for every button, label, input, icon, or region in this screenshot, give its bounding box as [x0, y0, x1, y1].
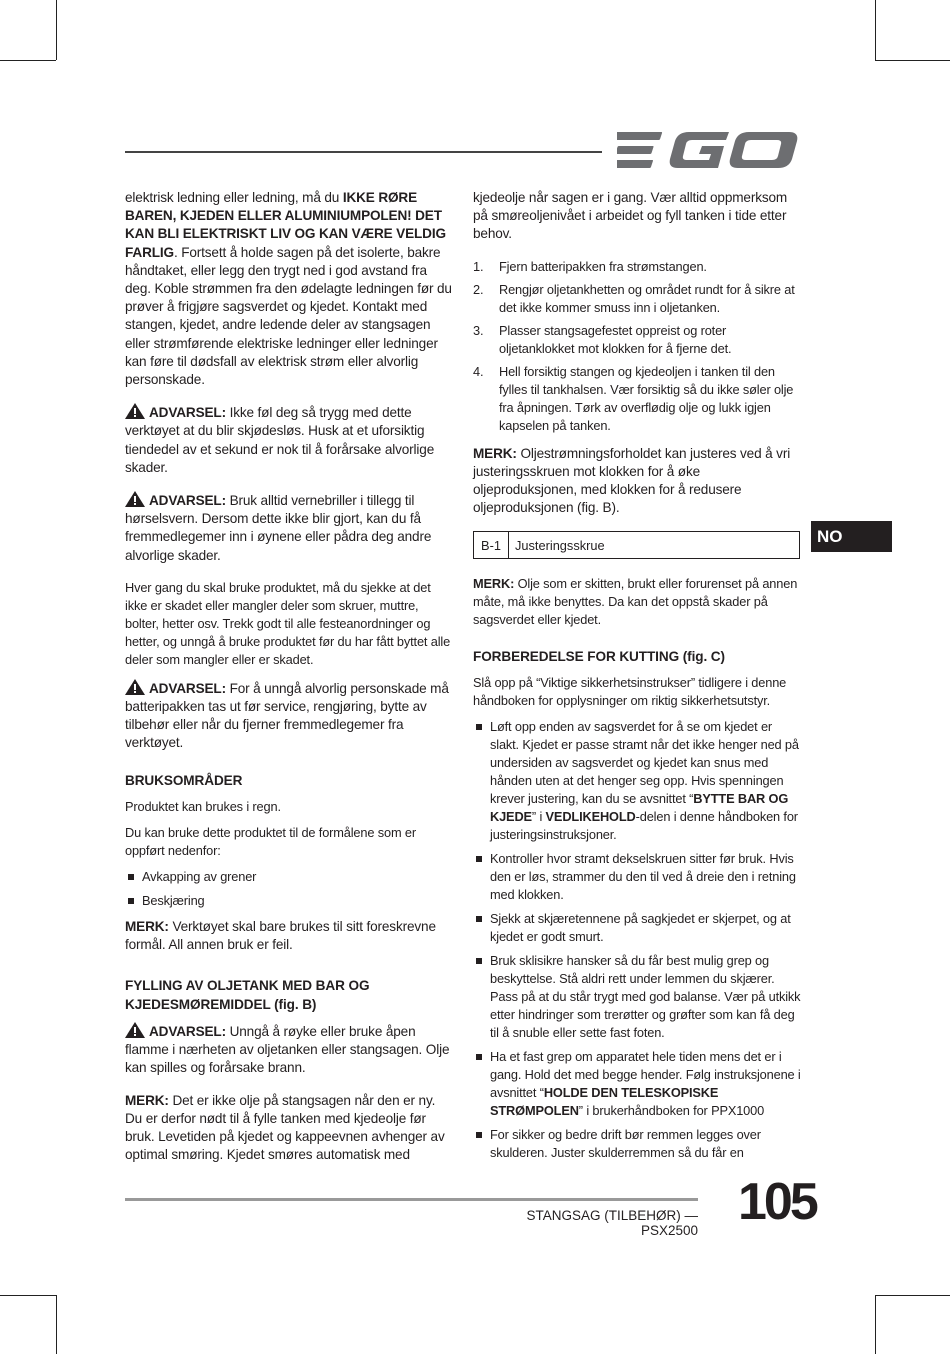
paragraph: elektrisk ledning eller ledning, må du IKKE RØRE BAREN, KJEDEN ELLER ALUMINIUMPOLEN! DET KAN BLI ELEKTRISKT LIV OG KAN VÆRE VELDIG FARLIG. Fortsett å holde sagen på det isolerte, bakre håndtaket, eller legg den trygt ned i god avstand fra deg. Koble strømmen fra den ødelagte ledningen før du prøver å frigjøre sagsverdet og kjedet. Kontakt med stangen, kjedet, andre ledende deler av stangsagen eller strømførende elektriske ledninger eller ledninger kan føre til dødsfall av elektrisk strøm eller alvorlig personskade.: [125, 190, 452, 388]
note-paragraph: MERK: Det er ikke olje på stangsagen når den er ny. Du er derfor nødt til å fylle tanken med kjedeolje før bruk. Levetiden på kjedet og kappeevnen avhenger av optimal smøring. Kjedet smøres automatisk med: [125, 1092, 445, 1163]
paragraph: kjedeolje når sagen er i gang. Vær alltid oppmerksom på smøreoljenivået i arbeidet og fyll tanken i tide etter behov.: [473, 190, 788, 242]
footer-title: STANGSAG (TILBEHØR) — PSX2500: [526, 1208, 698, 1238]
bullet-icon: [128, 898, 134, 904]
right-column: [473, 189, 803, 1170]
list-item: Kontroller hvor stramt dekselskruen sitter før bruk. Hvis den er løs, strammer du den til ved å dreie den i retning med klokken.: [473, 850, 803, 904]
table-value: Justeringsskrue: [515, 537, 605, 553]
bullet-icon: [476, 916, 482, 922]
list-item: 1. Fjern batteripakken fra strømstangen.: [473, 258, 707, 274]
crop-mark: [875, 1295, 876, 1354]
warning-triangle-icon: [125, 1022, 145, 1038]
numbered-list: [473, 258, 803, 435]
list-item: Beskjæring: [125, 892, 455, 910]
warning-triangle-icon: [125, 491, 145, 507]
legend-table: [473, 531, 800, 559]
warning-paragraph: ADVARSEL: Bruk alltid vernebriller i tillegg til hørselsvern. Dersom dette ikke blir gjort, kan du få fremmedlegemer inn i øynene eller pådra deg andre alvorlige skader.: [125, 493, 432, 563]
note-paragraph: MERK: Olje som er skitten, brukt eller forurenset på annen måte, må ikke benyttes. Da kan det oppstå skader på sagsverdet eller kjedet.: [473, 576, 798, 628]
crop-mark: [0, 1295, 56, 1296]
list-item: For sikker og bedre drift bør remmen legges over skulderen. Juster skulderremmen så du får en: [473, 1126, 803, 1162]
list-item: Avkapping av grener: [125, 868, 455, 886]
crop-mark: [875, 0, 876, 60]
ego-logo: [617, 130, 800, 175]
section-heading: FORBEREDELSE FOR KUTTING (fig. C): [473, 649, 725, 665]
list-item: 4. Hell forsiktig stangen og kjedeoljen i tanken til den fylles til tankhalsen. Vær forsiktig så du ikke søler olje fra åpningen. Tørk av overflødig olje og lukk igjen kapselen på tanken.: [473, 363, 794, 433]
list-item: Ha et fast grep om apparatet hele tiden mens det er i gang. Hold det med begge hender. Følg instruksjonene i avsnittet “HOLDE DEN TELESKOPISKE STRØMPOLEN” i brukerhåndboken for PPX1000: [473, 1048, 803, 1120]
note-paragraph: MERK: Verktøyet skal bare brukes til sitt foreskrevne formål. All annen bruk er feil.: [125, 918, 436, 952]
warning-triangle-icon: [125, 403, 145, 419]
paragraph: Du kan bruke dette produktet til de formålene som er oppført nedenfor:: [125, 824, 416, 858]
bullet-list: [473, 718, 803, 1162]
section-heading: BRUKSOMRÅDER: [125, 772, 243, 788]
list-item: 2. Rengjør oljetankhetten og området rundt for å sikre at det ikke kommer smuss inn i oljetanken.: [473, 281, 795, 315]
crop-mark: [0, 60, 56, 61]
language-tab: NO: [811, 521, 892, 552]
warning-paragraph: ADVARSEL: For å unngå alvorlig personskade må batteripakken tas ut før service, rengjøring, bytte av tilbehør eller når du fjerner fremmedlegemer fra verktøyet.: [125, 680, 449, 751]
list-item: Bruk sklisikre hansker så du får best mulig grep og beskyttelse. Stå aldri rett under lemmen du skjærer. Pass på at du står trygt med god balanse. Vær på utkikk etter hindringer som trerøtter og grøfter som kan få deg til å snuble eller sette fast foten.: [473, 952, 803, 1042]
paragraph: Slå opp på “Viktige sikkerhetsinstrukser” tidligere i denne håndboken for opplysninger om riktig sikkerhetsutstyr.: [473, 675, 787, 709]
bullet-icon: [128, 874, 134, 880]
note-paragraph: MERK: Oljestrømningsforholdet kan justeres ved å vri justeringsskruen mot klokken for å øke oljeproduksjonen, med klokken for å redusere oljeproduksjonen (fig. B).: [473, 445, 791, 516]
header-rule: [125, 151, 602, 153]
bullet-icon: [476, 1132, 482, 1138]
bullet-icon: [476, 856, 482, 862]
crop-mark: [875, 60, 950, 61]
list-item: 3. Plasser stangsagefestet oppreist og roter oljetanklokket mot klokken for å fjerne det.: [473, 322, 732, 356]
page-number: 105: [738, 1173, 816, 1231]
crop-mark: [56, 1295, 57, 1354]
warning-triangle-icon: [125, 679, 145, 695]
table-key: B-1: [474, 532, 509, 558]
section-heading: FYLLING AV OLJETANK MED BAR OG KJEDESMØREMIDDEL (fig. B): [125, 978, 370, 1013]
list-item: Sjekk at skjæretennene på sagkjedet er skjerpet, og at kjedet er godt smurt.: [473, 910, 803, 946]
warning-paragraph: ADVARSEL: Unngå å røyke eller bruke åpen flamme i nærheten av oljetanken eller stangsagen. Olje kan spilles og forårsake brann.: [125, 1024, 450, 1076]
footer-rule: [125, 1198, 698, 1201]
paragraph: Hver gang du skal bruke produktet, må du sjekke at det ikke er skadet eller mangler deler som skruer, muttre, bolter, hetter osv. Trekk godt til alle festeanordninger og hetter, og unngå å bruke produktet før du har fått byttet alle deler som mangler eller er skadet.: [125, 579, 451, 667]
bullet-icon: [476, 724, 482, 730]
paragraph: Produktet kan brukes i regn.: [125, 798, 281, 814]
crop-mark: [56, 0, 57, 60]
list-item: Løft opp enden av sagsverdet for å se om kjedet er slakt. Kjedet er passe stramt når det ikke henger ned på undersiden av sagsverdet og kjedet kan snus med hånden uten at det henger seg opp. Hvis spenningen krever justering, kan du se avsnittet “BYTTE BAR OG KJEDE” i VEDLIKEHOLD-delen i denne håndboken for justeringsinstruksjoner.: [473, 718, 803, 844]
bullet-list: [125, 868, 455, 910]
left-column: [125, 189, 455, 1179]
bullet-icon: [476, 1054, 482, 1060]
warning-paragraph: ADVARSEL: Ikke føl deg så trygg med dette verktøyet at du blir skjødesløs. Husk at et uforsiktig tiendedel av et sekund er nok til å forårsake alvorlige skader.: [125, 405, 435, 475]
crop-mark: [875, 1295, 950, 1296]
bullet-icon: [476, 958, 482, 964]
